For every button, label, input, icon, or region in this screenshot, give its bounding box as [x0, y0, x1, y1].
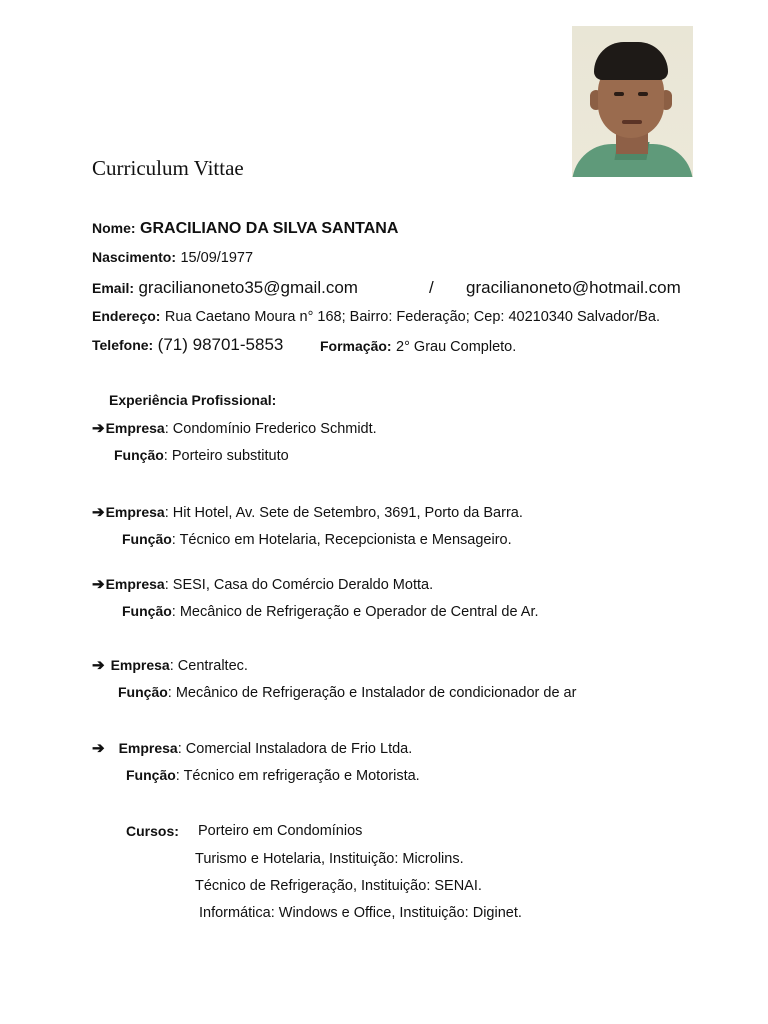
role-value: : Porteiro substituto [163, 448, 289, 464]
email-secondary: gracilianoneto@hotmail.com [466, 278, 681, 297]
experience-item [92, 419, 377, 438]
role-value: : Técnico em refrigeração e Motorista. [175, 768, 420, 784]
role-label: Função [114, 447, 164, 463]
company-value: : Centraltec. [169, 658, 248, 674]
role-value: : Mecânico de Refrigeração e Instalador de condicionador de ar [167, 685, 577, 701]
role-label: Função [122, 603, 172, 619]
role-line [114, 447, 289, 465]
phone-line [92, 335, 283, 355]
company-label: Empresa [110, 657, 170, 673]
phone-label: Telefone: [92, 337, 154, 353]
role-value: : Técnico em Hotelaria, Recepcionista e Mensageiro. [171, 532, 512, 548]
arrow-right-icon: ➔ [92, 576, 105, 593]
experience-heading: Experiência Profissional: [109, 392, 277, 408]
role-line [118, 684, 576, 702]
company-value: : Hit Hotel, Av. Sete de Setembro, 3691, Porto da Barra. [164, 505, 523, 521]
name-label: Nome: [92, 220, 136, 236]
education-line [320, 338, 516, 356]
arrow-right-icon: ➔ [92, 420, 105, 437]
courses-label: Cursos: [126, 823, 179, 839]
document-title: Curriculum Vittae [92, 156, 244, 180]
role-label: Função [118, 684, 168, 700]
email-label: Email: [92, 280, 135, 296]
role-line [122, 531, 512, 549]
company-label: Empresa [105, 420, 165, 436]
address-label: Endereço: [92, 308, 161, 324]
birth-line [92, 249, 253, 267]
company-label: Empresa [118, 740, 178, 756]
birth-label: Nascimento: [92, 249, 177, 265]
company-value: : Condomínio Frederico Schmidt. [164, 421, 377, 437]
phone-value: (71) 98701-5853 [157, 335, 284, 354]
experience-item [92, 575, 433, 594]
course-item: Técnico de Refrigeração, Instituição: SENAI. [195, 878, 482, 894]
email-line [92, 278, 358, 298]
education-value: 2° Grau Completo. [396, 339, 517, 355]
email-separator: / [429, 278, 434, 297]
experience-item [92, 739, 412, 758]
role-value: : Mecânico de Refrigeração e Operador de Central de Ar. [171, 604, 539, 620]
experience-item [92, 503, 523, 522]
experience-item [92, 656, 248, 675]
course-item: Turismo e Hotelaria, Instituição: Microlins. [195, 851, 464, 867]
company-value: : Comercial Instaladora de Frio Ltda. [177, 741, 413, 757]
email-primary: gracilianoneto35@gmail.com [138, 278, 358, 297]
education-label: Formação: [320, 338, 392, 354]
role-line [122, 603, 539, 621]
company-label: Empresa [105, 504, 165, 520]
profile-photo [572, 26, 693, 177]
company-value: : SESI, Casa do Comércio Deraldo Motta. [164, 577, 434, 593]
role-label: Função [122, 531, 172, 547]
birth-value: 15/09/1977 [180, 250, 254, 266]
company-label: Empresa [105, 576, 165, 592]
address-value: Rua Caetano Moura n° 168; Bairro: Federação; Cep: 40210340 Salvador/Ba. [164, 309, 661, 325]
arrow-right-icon: ➔ [92, 657, 105, 674]
address-line [92, 308, 660, 326]
arrow-right-icon: ➔ [92, 504, 105, 521]
name-line [92, 220, 398, 238]
role-label: Função [126, 767, 176, 783]
course-item: Informática: Windows e Office, Instituição: Diginet. [199, 905, 522, 921]
course-item: Porteiro em Condomínios [198, 823, 363, 839]
arrow-right-icon: ➔ [92, 740, 105, 757]
name-value: GRACILIANO DA SILVA SANTANA [140, 220, 399, 237]
role-line [126, 767, 420, 785]
